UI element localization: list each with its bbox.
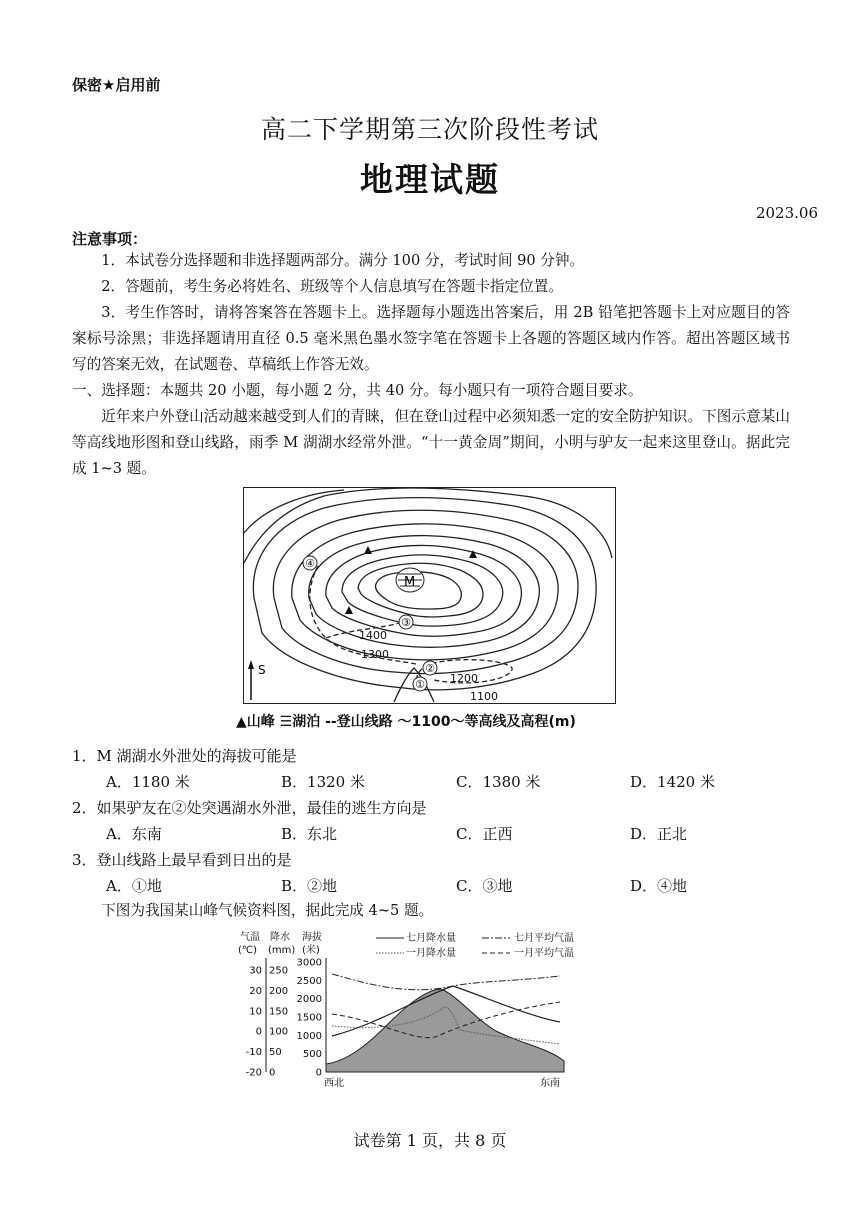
axis-unit-precip: (mm) xyxy=(268,945,296,956)
question-2-option-d: D．正北 xyxy=(630,825,688,843)
point-1-label: ① xyxy=(415,678,425,691)
lake-label: M xyxy=(404,575,416,590)
legend-july-precip: 七月降水量 xyxy=(406,933,456,944)
altitude-tick-label: 0 xyxy=(315,1067,322,1079)
question-2-option-c: C．正西 xyxy=(456,825,513,843)
notice-heading: 注意事项： xyxy=(72,230,148,248)
notice-item-1: 1．本试卷分选择题和非选择题两部分。满分 100 分，考试时间 90 分钟。 xyxy=(101,252,585,269)
contour-label-1200: 1200 xyxy=(450,672,478,685)
question-1-option-a: A．1180 米 xyxy=(106,773,190,791)
point-2-label: ② xyxy=(425,662,435,675)
axis-title-temp: 气温 xyxy=(240,932,260,943)
temp-tick-label: 20 xyxy=(249,985,262,997)
temp-tick-label: -20 xyxy=(245,1067,262,1079)
temp-tick-label: 0 xyxy=(255,1026,262,1038)
exam-title: 地理试题 xyxy=(360,160,500,199)
temp-tick-label: -10 xyxy=(245,1047,262,1059)
point-4-label: ④ xyxy=(305,557,315,570)
peak-icon xyxy=(364,546,372,554)
precip-tick-label: 150 xyxy=(269,1006,289,1018)
axis-unit-alt: (米) xyxy=(302,945,320,956)
legend-jan-temp: 一月平均气温 xyxy=(514,948,574,959)
legend-july-temp: 七月平均气温 xyxy=(514,933,574,944)
altitude-tick-label: 2500 xyxy=(296,975,322,987)
precip-tick-label: 250 xyxy=(269,965,289,977)
mountain-profile xyxy=(326,989,564,1072)
axis-title-alt: 海拔 xyxy=(302,932,322,943)
altitude-tick-label: 1500 xyxy=(296,1012,322,1024)
peak-icon xyxy=(345,606,353,614)
axis-title-precip: 降水 xyxy=(270,932,290,943)
x-label-northwest: 西北 xyxy=(324,1078,344,1089)
legend-jan-precip: 一月降水量 xyxy=(406,948,456,959)
question-3-option-d: D．④地 xyxy=(630,877,688,895)
climate-chart xyxy=(238,926,598,1096)
precip-tick-label: 0 xyxy=(269,1067,276,1079)
altitude-tick-label: 1000 xyxy=(296,1030,322,1042)
temp-tick-label: 30 xyxy=(249,965,262,977)
notice-item-2: 2．答题前，考生务必将姓名、班级等个人信息填写在答题卡指定位置。 xyxy=(101,278,563,295)
precip-tick-label: 100 xyxy=(269,1026,289,1038)
july-temp-line xyxy=(332,974,560,990)
contour-label-1400: 1400 xyxy=(359,629,387,642)
altitude-tick-label: 3000 xyxy=(296,957,322,969)
secret-label: 保密★启用前 xyxy=(72,76,161,94)
precip-tick-label: 50 xyxy=(269,1047,282,1059)
exam-subtitle: 高二下学期第三次阶段性考试 xyxy=(260,115,599,144)
altitude-tick-label: 2000 xyxy=(296,994,322,1006)
exam-date: 2023.06 xyxy=(755,204,818,222)
notice-item-3: 3．考生作答时，请将答案答在答题卡上。选择题每小题选出答案后，用 2B 铅笔把答题卡上对应题目的答案标号涂黑；非选择题请用直径 0.5 毫米黑色墨水签字笔在答题卡上各题的答题区域内作答。超出答题区域书写的答案无效，在试题卷、草稿纸上作答无效。 xyxy=(72,304,790,373)
x-label-southeast: 东南 xyxy=(540,1078,560,1089)
intro-text-2: 下图为我国某山峰气候资料图，据此完成 4~5 题。 xyxy=(101,902,434,919)
question-2-option-b: B．东北 xyxy=(281,825,338,843)
point-3-label: ③ xyxy=(401,616,411,629)
question-1-stem: 1．M 湖湖水外泄处的海拔可能是 xyxy=(72,747,297,765)
question-1-option-b: B．1320 米 xyxy=(281,773,365,791)
page-footer: 试卷第 1 页，共 8 页 xyxy=(353,1131,507,1150)
precip-tick-label: 200 xyxy=(269,985,289,997)
question-2-stem: 2．如果驴友在②处突遇湖水外泄，最佳的逃生方向是 xyxy=(72,799,427,817)
question-1-option-c: C．1380 米 xyxy=(456,773,541,791)
contour-label-1300: 1300 xyxy=(361,648,389,661)
section-heading: 一、选择题：本题共 20 小题，每小题 2 分，共 40 分。每小题只有一项符合题目要求。 xyxy=(72,382,643,399)
contour-map xyxy=(243,487,616,704)
intro-text-1: 近年来户外登山活动越来越受到人们的青睐，但在登山过程中必须知悉一定的安全防护知识。下图示意某山等高线地形图和登山线路，雨季 M 湖湖水经常外泄。“十一黄金周”期间，小明与驴友一起来这里登山。据此完成 1~3 题。 xyxy=(72,408,790,477)
question-1-option-d: D．1420 米 xyxy=(630,773,715,791)
contour-map-svg xyxy=(244,488,614,702)
contour-label-1100: 1100 xyxy=(470,690,498,702)
north-arrow-label: S xyxy=(258,663,266,677)
axis-unit-temp: (℃) xyxy=(238,945,258,956)
question-3-option-b: B．②地 xyxy=(281,877,338,895)
question-3-option-c: C．③地 xyxy=(456,877,513,895)
question-2-option-a: A．东南 xyxy=(106,825,162,843)
map-legend: ▲山峰 ☰湖泊 --登山线路 〜1100〜等高线及高程(m) xyxy=(236,714,576,730)
question-3-option-a: A．①地 xyxy=(106,877,162,895)
altitude-tick-label: 500 xyxy=(302,1049,322,1061)
question-3-stem: 3．登山线路上最早看到日出的是 xyxy=(72,851,292,869)
temp-tick-label: 10 xyxy=(249,1006,262,1018)
